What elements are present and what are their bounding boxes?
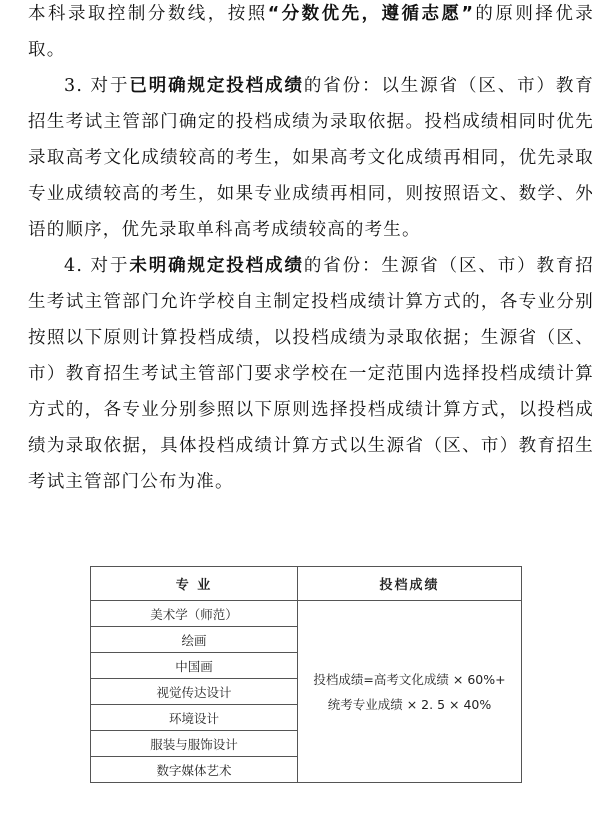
major-cell: 服装与服饰设计	[91, 731, 298, 757]
paragraph-text: 3. 对于	[64, 76, 130, 96]
formula-line: 统考专业成绩 × 2. 5 × 40%	[327, 696, 492, 712]
paragraph-text: 4. 对于	[64, 256, 130, 276]
header-major: 专 业	[91, 567, 298, 601]
paragraph-rule-3	[28, 68, 594, 248]
paragraph-admission-principle	[28, 0, 594, 68]
major-cell: 环境设计	[91, 705, 298, 731]
major-cell: 视觉传达设计	[91, 679, 298, 705]
major-cell: 绘画	[91, 627, 298, 653]
table-row	[91, 601, 522, 627]
paragraph-rule-4	[28, 248, 594, 500]
document-body	[28, 0, 594, 500]
header-score: 投档成绩	[298, 567, 522, 601]
formula-line: 投档成绩=高考文化成绩 × 60%+	[313, 671, 506, 687]
score-policy-table	[90, 566, 522, 783]
major-cell: 美术学（师范）	[91, 601, 298, 627]
paragraph-text: 的省份：生源省（区、市）教育招生考试主管部门允许学校自主制定投档成绩计算方式的，各专业分别按照以下原则计算投档成绩，以投档成绩为录取依据；生源省（区、市）教育招生考试主管部门要求学校在一定范围内选择投档成绩计算方式的，各专业分别参照以下原则选择投档成绩计算方式，以投档成绩为录取依据，具体投档成绩计算方式以生源省（区、市）教育招生考试主管部门公布为准。	[28, 256, 594, 492]
paragraph-text: 的省份：以生源省（区、市）教育招生考试主管部门确定的投档成绩为录取依据。投档成绩相同时优先录取高考文化成绩较高的考生，如果高考文化成绩再相同，优先录取专业成绩较高的考生，如果专业成绩再相同，则按照语文、数学、外语的顺序，优先录取单科高考成绩较高的考生。	[28, 76, 594, 240]
bold-phrase: 已明确规定投档成绩	[129, 76, 304, 96]
paragraph-text: 本科录取控制分数线，按照	[28, 4, 268, 24]
bold-phrase: 未明确规定投档成绩	[129, 256, 304, 276]
major-cell: 数字媒体艺术	[91, 757, 298, 783]
major-cell: 中国画	[91, 653, 298, 679]
formula-cell	[298, 601, 522, 783]
bold-phrase: “分数优先，遵循志愿”	[267, 4, 475, 24]
table-header-row	[91, 567, 522, 601]
paragraph-text: 的原则择优录取。	[28, 4, 595, 60]
